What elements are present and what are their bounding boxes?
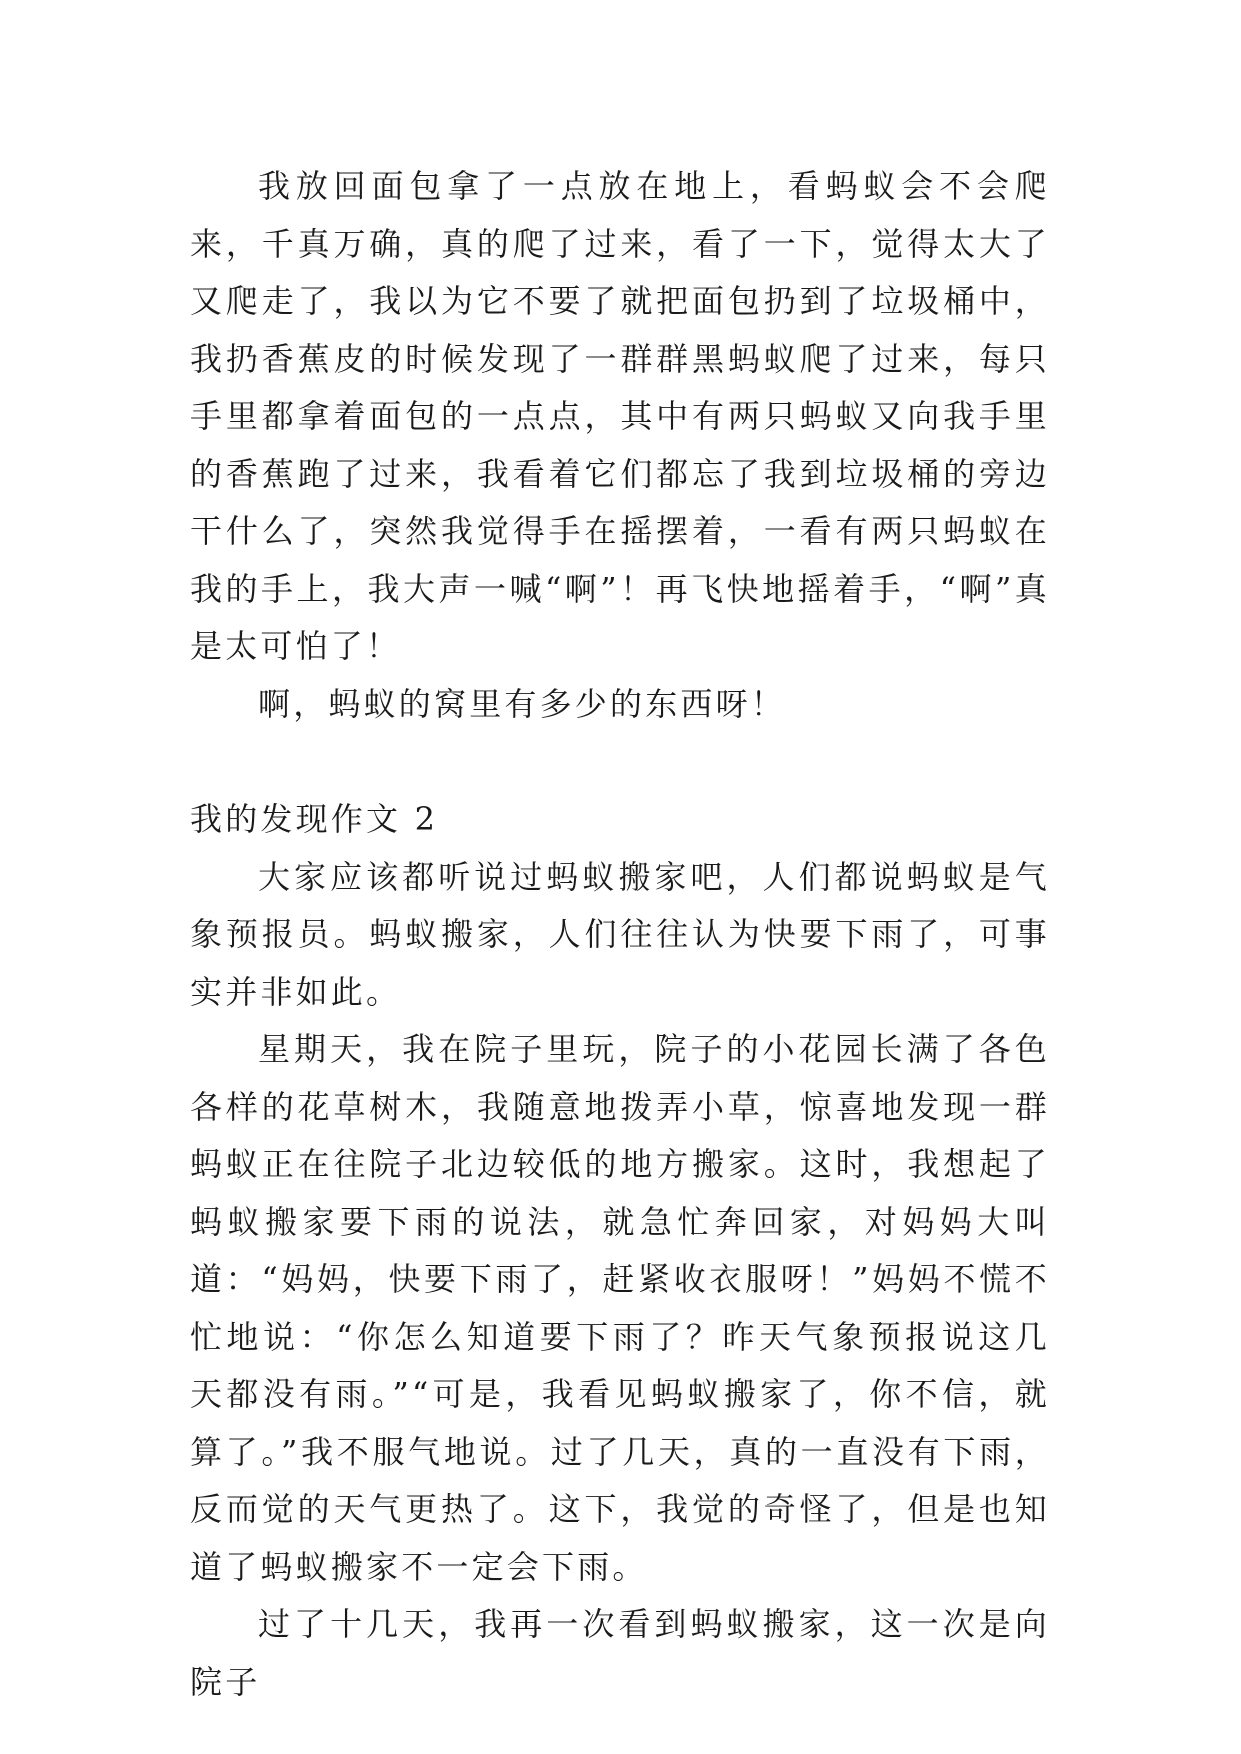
section-gap — [190, 733, 1050, 791]
paragraph: 星期天，我在院子里玩，院子的小花园长满了各色各样的花草树木，我随意地拨弄小草，惊喜地发现一群蚂蚁正在往院子北边较低的地方搬家。这时，我想起了蚂蚁搬家要下雨的说法，就急忙奔回家，对妈妈大叫道：“妈妈，快要下雨了，赶紧收衣服呀！”妈妈不慌不忙地说：“你怎么知道要下雨了？昨天气象预报说这几天都没有雨。”“可是，我看见蚂蚁搬家了，你不信，就算了。”我不服气地说。过了几天，真的一直没有下雨，反而觉的天气更热了。这下，我觉的奇怪了，但是也知道了蚂蚁搬家不一定会下雨。 — [190, 1030, 1050, 1586]
document-body — [190, 158, 1050, 1711]
paragraph: 大家应该都听说过蚂蚁搬家吧，人们都说蚂蚁是气象预报员。蚂蚁搬家，人们往往认为快要下雨了，可事实并非如此。 — [190, 857, 1050, 1011]
paragraph: 我放回面包拿了一点放在地上，看蚂蚁会不会爬来，千真万确，真的爬了过来，看了一下，觉得太大了又爬走了，我以为它不要了就把面包扔到了垃圾桶中，我扔香蕉皮的时候发现了一群群黑蚂蚁爬了过来，每只手里都拿着面包的一点点，其中有两只蚂蚁又向我手里的香蕉跑了过来，我看着它们都忘了我到垃圾桶的旁边干什么了，突然我觉得手在摇摆着，一看有两只蚂蚁在我的手上，我大声一喊“啊”！再飞快地摇着手，“啊”真是太可怕了！ — [190, 167, 1050, 665]
section-title: 我的发现作文 2 — [190, 800, 439, 838]
paragraph: 啊，蚂蚁的窝里有多少的东西呀！ — [258, 684, 787, 723]
paragraph: 过了十几天，我再一次看到蚂蚁搬家，这一次是向院子 — [190, 1605, 1050, 1701]
